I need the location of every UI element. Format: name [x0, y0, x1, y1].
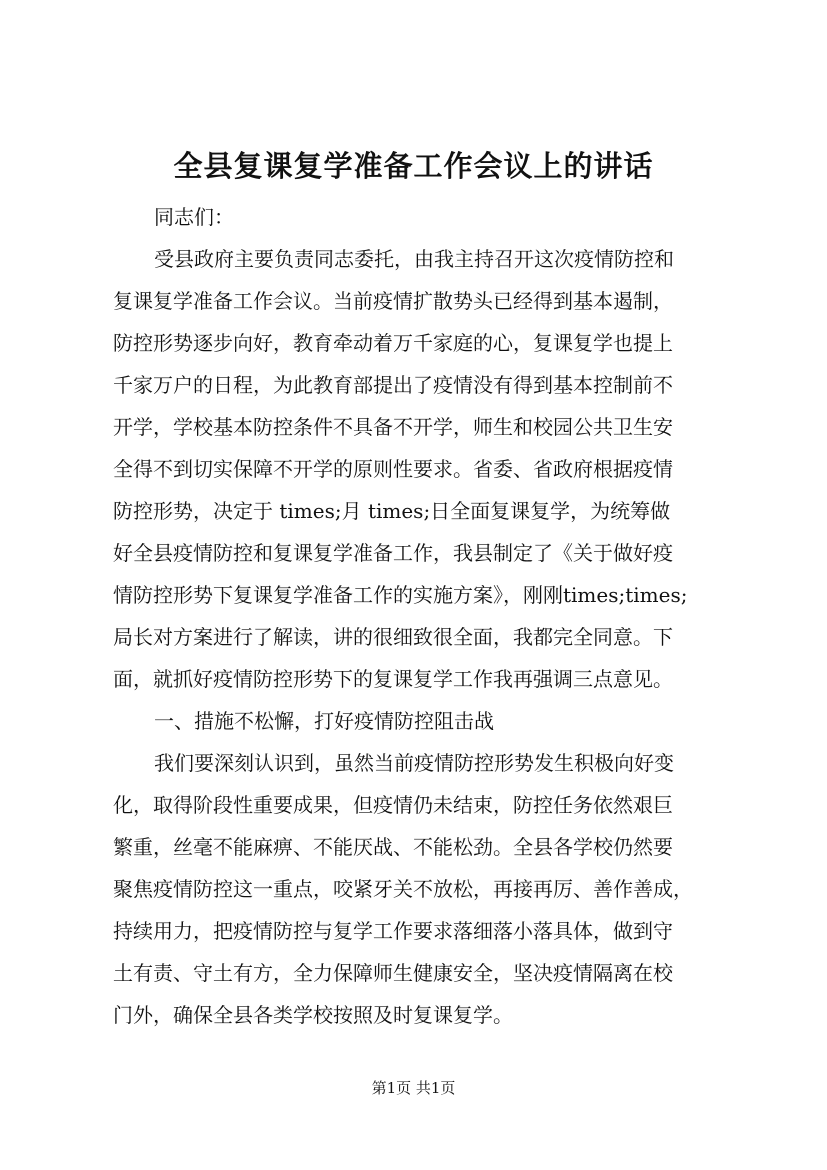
paragraph-line: 聚焦疫情防控这一重点，咬紧牙关不放松，再接再厉、善作善成，: [113, 877, 693, 901]
paragraph-line: 持续用力，把疫情防控与复学工作要求落细落小落具体，做到守: [113, 919, 673, 943]
paragraph-line: 防控形势，决定于 times;月 times;日全面复课复学，为统筹做: [113, 499, 671, 523]
paragraph-line: 全得不到切实保障不开学的原则性要求。省委、省政府根据疫情: [113, 457, 673, 481]
paragraph-line: 复课复学准备工作会议。当前疫情扩散势头已经得到基本遏制，: [113, 289, 673, 313]
paragraph-line: 情防控形势下复课复学准备工作的实施方案》，刚刚times;times;: [113, 583, 688, 607]
paragraph-line: 千家万户的日程，为此教育部提出了疫情没有得到基本控制前不: [113, 373, 673, 397]
paragraph-line: 开学，学校基本防控条件不具备不开学，师生和校园公共卫生安: [113, 415, 673, 439]
paragraph-line: 防控形势逐步向好，教育牵动着万千家庭的心，复课复学也提上: [113, 331, 673, 355]
section-heading: 一、措施不松懈，打好疫情防控阻击战: [154, 709, 494, 733]
paragraph-line: 繁重，丝毫不能麻痹、不能厌战、不能松劲。全县各学校仍然要: [113, 835, 673, 859]
paragraph-line: 门外，确保全县各类学校按照及时复课复学。: [113, 1003, 513, 1027]
paragraph-line: 我们要深刻认识到，虽然当前疫情防控形势发生积极向好变: [154, 751, 674, 775]
paragraph-line: 局长对方案进行了解读，讲的很细致很全面，我都完全同意。下: [113, 625, 673, 649]
document-body: [113, 196, 741, 1036]
page-number-footer: 第1页 共1页: [371, 1079, 456, 1097]
paragraph-line: 土有责、守土有方，全力保障师生健康安全，坚决疫情隔离在校: [113, 961, 673, 985]
paragraph-line: 化，取得阶段性重要成果，但疫情仍未结束，防控任务依然艰巨: [113, 793, 673, 817]
paragraph-line: 好全县疫情防控和复课复学准备工作，我县制定了《关于做好疫: [113, 541, 673, 565]
document-title: 全县复课复学准备工作会议上的讲话: [173, 149, 654, 183]
salutation-line: 同志们：: [154, 205, 234, 229]
paragraph-line: 面，就抓好疫情防控形势下的复课复学工作我再强调三点意见。: [113, 667, 673, 691]
paragraph-line: 受县政府主要负责同志委托，由我主持召开这次疫情防控和: [154, 247, 674, 271]
